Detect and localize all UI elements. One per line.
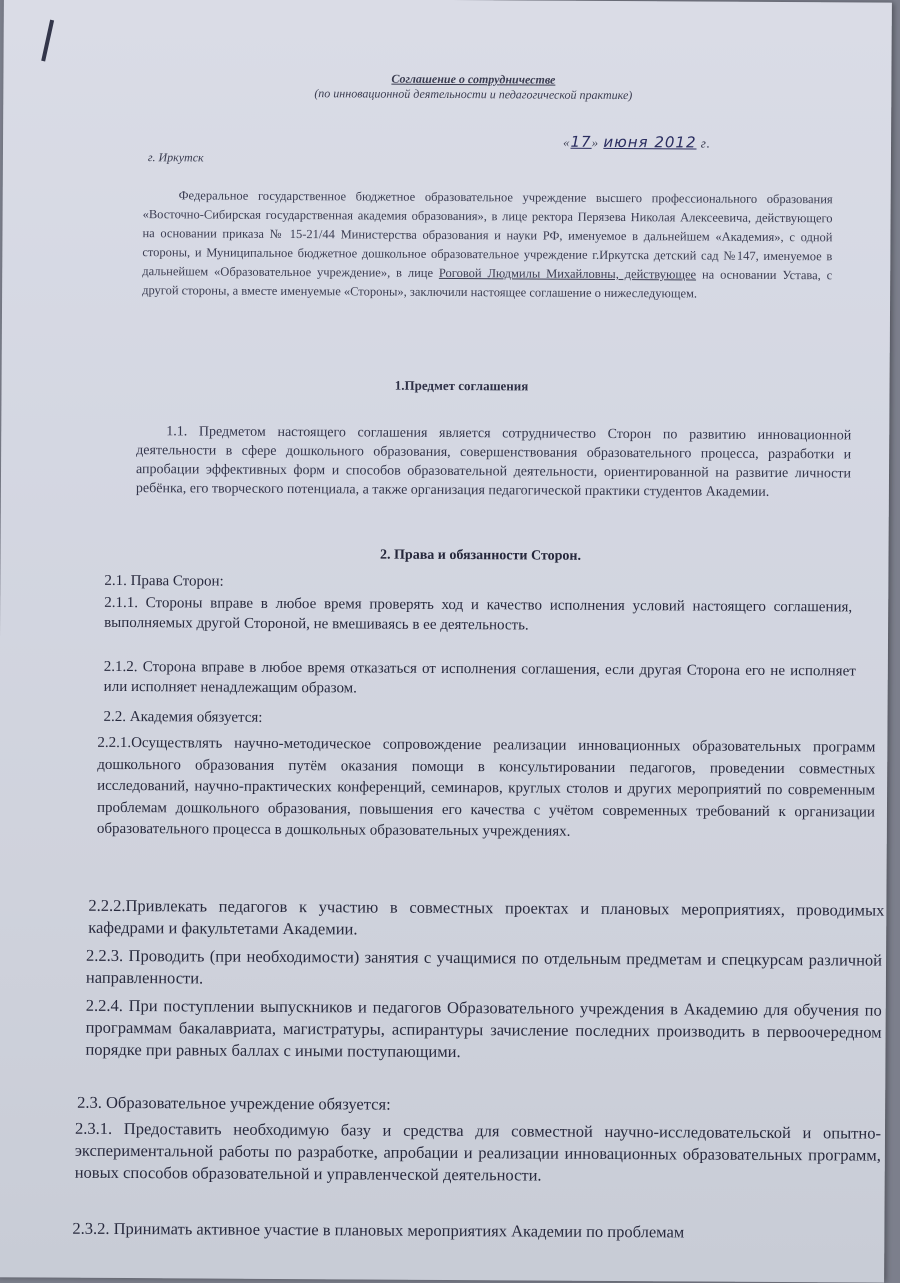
clause-2-2-3: 2.2.3. Проводить (при необходимости) занятия с учащимися по отдельным предметам и спецкурсам различной направленности. xyxy=(85,945,883,988)
clause-2-3: 2.3. Образовательное учреждение обязуется: xyxy=(77,1092,391,1114)
pen-mark xyxy=(41,20,54,62)
date xyxy=(563,133,711,152)
clause-2-3-1: 2.3.1. Предоставить необходимую базу и средства для совместной научно-исследовательской и опытно-экспериментальной работы по разработке, апробации и реализации инновационных образовательных программ, новых способов образовательной и управленческой деятельности. xyxy=(74,1118,882,1185)
intro-text-b: на основании Устава, с другой стороны, а вместе именуемые «Стороны», заключили настоящее соглашение о нижеследующем. xyxy=(142,267,833,301)
date-suffix: г. xyxy=(700,135,711,151)
date-prefix: « xyxy=(562,134,571,150)
clause-1-1: 1.1. Предметом настоящего соглашения является сотрудничество Сторон по развитию инновационной деятельности в сфере дошкольного образования, совершенствования образовательного процесса, разработки и апробации эффективных форм и способов образовательной деятельности, ориентированной на развитие личности ребёнка, его творческого потенциала, а также организация педагогической практики студентов Академии. xyxy=(135,424,852,500)
document-header xyxy=(223,71,723,104)
city: г. Иркутск xyxy=(147,150,204,165)
intro-paragraph xyxy=(142,186,833,304)
clause-2-2: 2.2. Академия обязуется: xyxy=(103,708,263,726)
document-subtitle: (по инновационной деятельности и педагогической практике) xyxy=(314,86,633,103)
section-1-heading: 1.Предмет соглашения xyxy=(394,377,529,394)
clause-2-2-4: 2.2.4. При поступлении выпускников и педагогов Образовательного учреждения в Академию для обучения по программам бакалавриата, магистратуры, аспирантуры зачисление последних производить в первоочередном порядке при равных баллах с иными поступающими. xyxy=(85,995,882,1062)
clause-2-1: 2.1. Права Сторон: xyxy=(104,572,224,590)
date-month-year: июня 2012 xyxy=(603,132,697,152)
signatory-name: Роговой Людмилы Михайловны, действующее xyxy=(438,265,697,282)
clause-2-1-1: 2.1.1. Стороны вправе в любое время проверять ход и качество исполнения условий настоящего соглашения, выполняемых другой Стороной, не вмешиваясь в ее деятельность. xyxy=(104,594,853,633)
date-day: 17 xyxy=(570,132,592,151)
intro-text-a: Федеральное государственное бюджетное образовательное учреждение высшего профессионального образования «Восточно-Сибирская государственная академия образования», в лице ректора Перязева Николая Алексеевича, действующего на основании приказа № 15-21/44 Министерства образования и науки РФ, именуемое в дальнейшем «Академия», с одной стороны, и Муниципальное бюджетное дошкольное образовательное учреждение г.Иркутска детский сад №147, именуемое в дальнейшем «Образовательное учреждение», в лице xyxy=(142,188,833,280)
date-mid: » xyxy=(591,134,600,150)
clause-2-2-2: 2.2.2.Привлекать педагогов к участию в совместных проектах и плановых мероприятиях, проводимых кафедрами и факультетами Академии. xyxy=(88,895,885,939)
section-2-heading: 2. Права и обязанности Сторон. xyxy=(380,547,582,564)
clause-2-1-2: 2.1.2. Сторона вправе в любое время отказаться от исполнения соглашения, если другая Сторона его не исполняет или исполняет ненадлежащим образом. xyxy=(103,658,856,696)
clause-2-3-2: 2.3.2. Принимать активное участие в плановых мероприятиях Академии по проблемам xyxy=(72,1218,685,1242)
document-title: Соглашение о сотрудничестве xyxy=(391,71,556,87)
clause-2-2-1: 2.2.1.Осуществлять научно-методическое сопровождение реализации инновационных образовательных программ дошкольного образования путём оказания помощи в консультировании педагогов, проведении совместных исследований, научно-практических конференций, семинаров, круглых столов и других мероприятий по современным проблемам дошкольного образования, повышения его качества с учётом современных требований к организации образовательного процесса в дошкольных образовательных учреждениях. xyxy=(96,734,876,840)
